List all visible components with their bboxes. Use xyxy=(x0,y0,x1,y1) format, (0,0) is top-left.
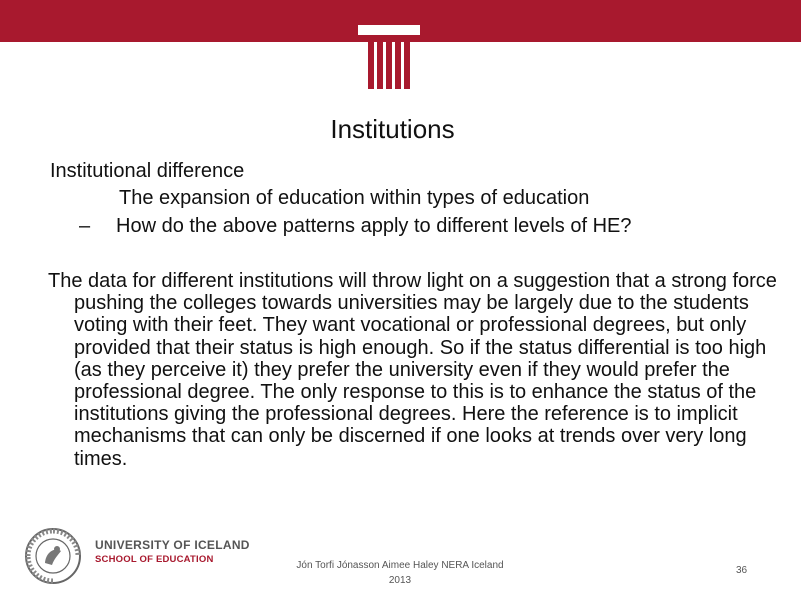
body-paragraph: The data for different institutions will throw light on a suggestion that a strong force pushing the colleges towards universities may be largely due to the students voting with their feet. They want vocational or professional degrees, but only provided that their status is high enough. So if the status differential is too high (as they perceive it) they prefer the university even if they would prefer the professional degree. The only response to this is to enhance the status of the institutions giving the professional degrees. Here the reference is to implicit mechanisms that can only be discerned if one looks at trends over very long times. xyxy=(48,270,777,470)
school-name: SCHOOL OF EDUCATION xyxy=(95,554,214,565)
footer-credit-line2: 2013 xyxy=(388,575,412,586)
footer-credit xyxy=(285,558,515,588)
footer-credit-line1: Jón Torfi Jónasson Aimee Haley NERA Iceland xyxy=(296,560,504,571)
bullet-text: How do the above patterns apply to different levels of HE? xyxy=(116,215,632,237)
pillars-logo-icon xyxy=(358,25,420,91)
slide-number: 36 xyxy=(736,565,748,576)
bullet-dash: – xyxy=(79,215,91,237)
university-name: UNIVERSITY OF ICELAND xyxy=(95,538,250,552)
sub-point: The expansion of education within types of education xyxy=(119,187,590,209)
subheading: Institutional difference xyxy=(50,160,245,182)
slide-title: Institutions xyxy=(330,114,455,144)
university-seal-icon xyxy=(24,527,82,585)
